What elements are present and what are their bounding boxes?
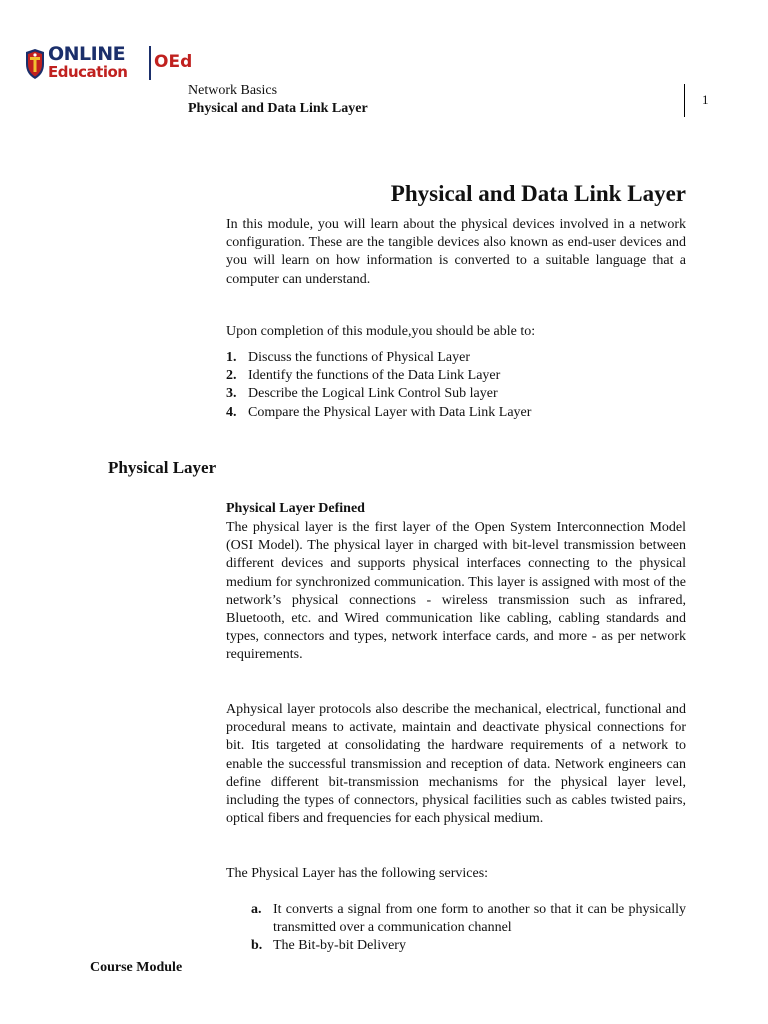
header-module-title: Physical and Data Link Layer — [188, 101, 368, 116]
objective-text: Describe the Logical Link Control Sub layer — [248, 386, 498, 402]
objectives-heading: Upon completion of this module,you should be able to: — [226, 324, 536, 339]
objective-number: 2. — [226, 368, 237, 384]
intro-paragraph: In this module, you will learn about the physical devices involved in a network configuration. These are the tangible devices also known as end-user devices and you will learn on how information is converted to a suitable language that a computer can understand. — [226, 217, 686, 287]
objective-item — [226, 349, 686, 367]
logo-divider — [149, 46, 151, 80]
header-divider — [684, 84, 685, 117]
objective-item — [226, 404, 686, 422]
service-text: It converts a signal from one form to another so that it can be physically transmitted over a communication channel — [273, 902, 686, 936]
footer-course-module: Course Module — [90, 960, 183, 975]
page-number: 1 — [702, 92, 709, 107]
service-item — [251, 937, 686, 955]
objective-text: Compare the Physical Layer with Data Link Layer — [248, 404, 532, 420]
service-letter: a. — [251, 902, 262, 917]
objective-text: Discuss the functions of Physical Layer — [248, 350, 471, 365]
header-course-name: Network Basics — [188, 83, 278, 98]
logo-word-education: Education — [48, 63, 128, 81]
definition-paragraph-2: Aphysical layer protocols also describe the mechanical, electrical, functional and procedural means to activate, maintain and deactivate physical connections for bit. Itis targeted at consolidating the hardware requirements of a network to enable the successful transmission and reception of data. Network engineers can define different bit-transmission mechanisms for the physical layer level, including the types of connectors, physical facilities such as cables twisted pairs, optical fibers and frequencies for each physical medium. — [226, 702, 686, 827]
online-education-logo — [24, 43, 193, 86]
service-text: The Bit-by-bit Delivery — [273, 938, 406, 954]
services-intro: The Physical Layer has the following services: — [226, 866, 489, 881]
subheading-physical-layer-defined: Physical Layer Defined — [226, 501, 365, 516]
objective-text: Identify the functions of the Data Link Layer — [248, 368, 501, 384]
objective-number: 4. — [226, 404, 237, 420]
service-item — [251, 901, 686, 937]
university-shield-icon — [24, 48, 46, 80]
definition-paragraph-1: The physical layer is the first layer of the Open System Interconnection Model (OSI Model). The physical layer in charged with bit-level transmission between different devices and supports physical interfaces connecting to the physical medium for synchronized communication. This layer is assigned with most of the network’s physical connections - wireless transmission such as infrared, Bluetooth, etc. and Wired communication like cabling, cabling standards and types, connectors and types, network interface cards, and more - as per network requirements. — [226, 520, 686, 663]
service-letter: b. — [251, 938, 263, 954]
logo-abbr: OEd — [154, 52, 193, 72]
objective-number: 1. — [226, 350, 237, 365]
services-list — [251, 901, 686, 956]
objective-item — [226, 385, 686, 403]
logo-word-online: ONLINE — [48, 43, 126, 65]
objectives-list — [226, 349, 686, 422]
module-title: Physical and Data Link Layer — [390, 181, 686, 206]
section-heading-physical-layer: Physical Layer — [108, 458, 217, 477]
objective-number: 3. — [226, 386, 237, 402]
objective-item — [226, 367, 686, 385]
